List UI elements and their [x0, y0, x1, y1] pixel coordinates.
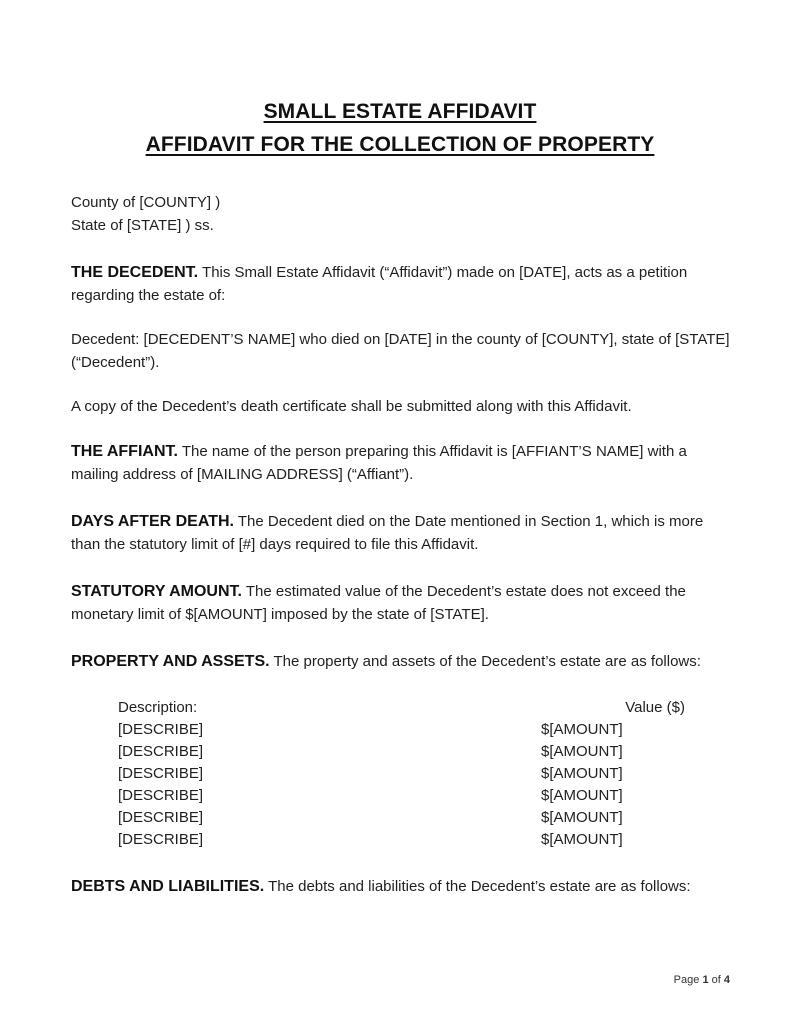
table-row — [118, 829, 688, 851]
statutory-amount-heading: STATUTORY AMOUNT. — [71, 583, 242, 600]
table-row — [118, 741, 688, 763]
death-certificate-paragraph — [71, 396, 736, 419]
asset-description: [DESCRIBE] — [118, 721, 204, 738]
decedent-section — [71, 262, 736, 307]
decedent-text: This Small Estate Affidavit (“Affidavit”) made on [DATE], acts as a petition regarding the estate of: — [71, 264, 688, 304]
asset-description: [DESCRIBE] — [118, 809, 204, 826]
debts-liabilities-heading: DEBTS AND LIABILITIES. — [71, 878, 265, 895]
debts-liabilities-section — [71, 876, 736, 899]
asset-value: $[AMOUNT] — [541, 787, 623, 804]
total-pages: 4 — [723, 974, 730, 986]
statutory-amount-section — [71, 581, 736, 626]
of-label: of — [711, 974, 721, 986]
death-certificate-text: A copy of the Decedent’s death certificate shall be submitted along with this Affidavit. — [71, 398, 632, 415]
table-row — [118, 719, 688, 741]
affiant-heading: THE AFFIANT. — [71, 443, 178, 460]
asset-description: [DESCRIBE] — [118, 743, 204, 760]
value-column-header: Value ($) — [625, 699, 685, 716]
assets-table-header — [118, 697, 688, 719]
asset-value: $[AMOUNT] — [541, 721, 623, 738]
description-column-header: Description: — [118, 699, 198, 716]
debts-liabilities-text: The debts and liabilities of the Decedent’s estate are as follows: — [268, 878, 691, 895]
asset-value: $[AMOUNT] — [541, 809, 623, 826]
decedent-details-text: Decedent: [DECEDENT’S NAME] who died on [DATE] in the county of [COUNTY], state of [STATE] (“Decedent”). — [71, 331, 730, 371]
assets-table — [118, 697, 688, 851]
table-row — [118, 763, 688, 785]
page-number — [674, 974, 730, 986]
asset-description: [DESCRIBE] — [118, 787, 204, 804]
page-label: Page — [673, 974, 700, 986]
asset-value: $[AMOUNT] — [541, 831, 623, 848]
table-row — [118, 785, 688, 807]
asset-description: [DESCRIBE] — [118, 831, 204, 848]
decedent-heading: THE DECEDENT. — [71, 264, 199, 281]
county-line: County of [COUNTY] ) — [71, 194, 221, 211]
affiant-text: The name of the person preparing this Affidavit is [AFFIANT’S NAME] with a mailing address of [MAILING ADDRESS] (“Affiant”). — [71, 443, 687, 483]
asset-description: [DESCRIBE] — [118, 765, 204, 782]
asset-value: $[AMOUNT] — [541, 765, 623, 782]
state-line: State of [STATE] ) ss. — [71, 216, 214, 234]
property-assets-text: The property and assets of the Decedent’s estate are as follows: — [273, 653, 701, 670]
asset-value: $[AMOUNT] — [541, 743, 623, 760]
table-row — [118, 807, 688, 829]
venue-block — [71, 192, 736, 237]
affiant-section — [71, 441, 736, 486]
days-after-death-section — [71, 511, 736, 556]
statutory-amount-text: The estimated value of the Decedent’s estate does not exceed the monetary limit of $[AMOUNT] imposed by the state of [STATE]. — [71, 583, 686, 623]
property-assets-section — [71, 651, 736, 674]
days-after-death-text: The Decedent died on the Date mentioned in Section 1, which is more than the statutory limit of [#] days required to file this Affidavit. — [71, 513, 704, 553]
property-assets-heading: PROPERTY AND ASSETS. — [71, 653, 270, 670]
decedent-details-paragraph — [71, 329, 736, 374]
days-after-death-heading: DAYS AFTER DEATH. — [71, 513, 234, 530]
current-page: 1 — [702, 974, 709, 986]
document-title-block — [0, 95, 800, 161]
document-subtitle: AFFIDAVIT FOR THE COLLECTION OF PROPERTY — [145, 133, 655, 156]
document-title: SMALL ESTATE AFFIDAVIT — [263, 100, 537, 123]
